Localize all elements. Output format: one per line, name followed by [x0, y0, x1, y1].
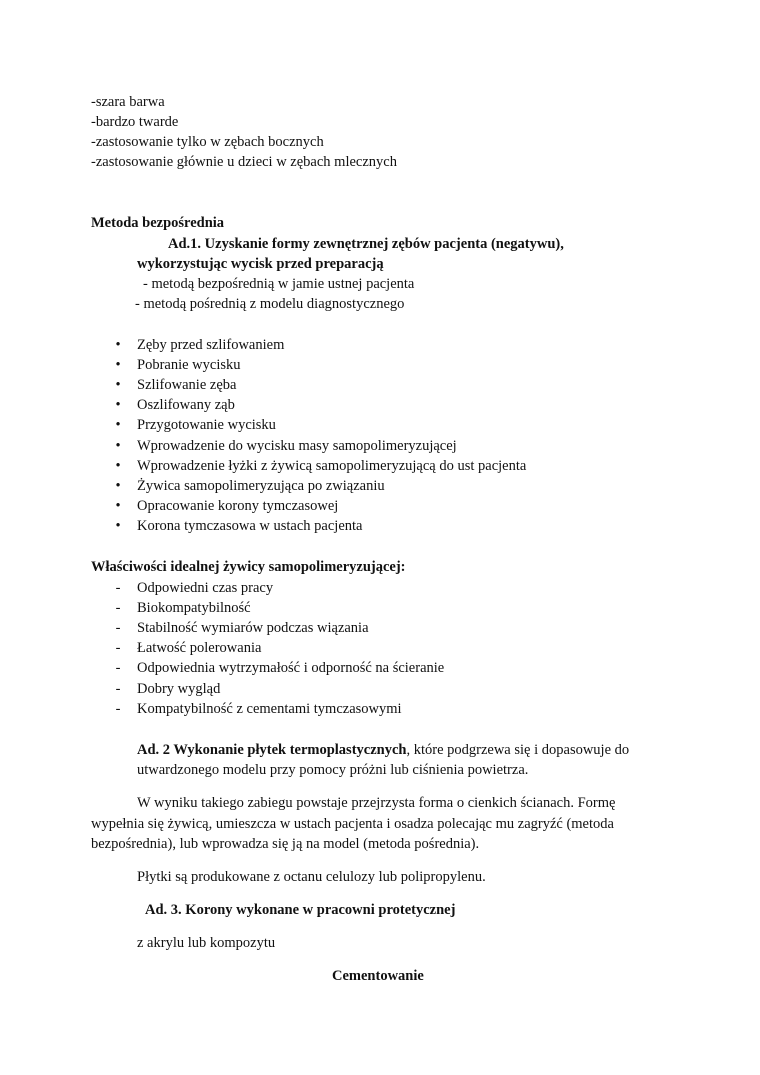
dash-marker: - — [115, 701, 121, 717]
top-list-item: -zastosowanie tylko w zębach bocznych — [91, 134, 324, 150]
paragraph-line: wypełnia się żywicą, umieszcza w ustach pacjenta i osadza polecając mu zagryźć (metoda — [91, 816, 614, 832]
bullet-marker: • — [115, 478, 121, 494]
list-item-text: Biokompatybilność — [137, 600, 251, 616]
list-item-text: Wprowadzenie łyżki z żywicą samopolimeryzującą do ust pacjenta — [137, 458, 527, 474]
ad1-sub-indirect: - metodą pośrednią z modelu diagnostycznego — [135, 296, 405, 312]
paragraph-line: W wyniku takiego zabiegu powstaje przejrzysta forma o cienkich ścianach. Formę — [137, 795, 616, 811]
bullet-marker: • — [115, 458, 121, 474]
top-list-item: -zastosowanie głównie u dzieci w zębach mlecznych — [91, 154, 397, 170]
bullet-marker: • — [115, 357, 121, 373]
ad1-sub-direct: - metodą bezpośrednią w jamie ustnej pacjenta — [143, 276, 415, 292]
bullet-marker: • — [115, 397, 121, 413]
bullet-marker: • — [115, 518, 121, 534]
list-item-text: Wprowadzenie do wycisku masy samopolimeryzującej — [137, 438, 457, 454]
top-list-item: -bardzo twarde — [91, 114, 179, 130]
list-item-text: Pobranie wycisku — [137, 357, 241, 373]
section-heading-cementing: Cementowanie — [332, 968, 424, 984]
list-item-text: Stabilność wymiarów podczas wiązania — [137, 620, 369, 636]
bullet-marker: • — [115, 498, 121, 514]
ad3-text: z akrylu lub kompozytu — [137, 935, 276, 951]
list-item-text: Przygotowanie wycisku — [137, 417, 276, 433]
bullet-marker: • — [115, 377, 121, 393]
dash-marker: - — [115, 660, 121, 676]
list-item-text: Żywica samopolimeryzująca po związaniu — [137, 478, 385, 494]
bullet-marker: • — [115, 337, 121, 353]
ad2-text: , które podgrzewa się i dopasowuje do — [406, 742, 630, 758]
ad2-line2: utwardzonego modelu przy pomocy próżni lub ciśnienia powietrza. — [137, 762, 529, 778]
dash-marker: - — [115, 640, 121, 656]
bullet-marker: • — [115, 417, 121, 433]
section-heading-direct-method: Metoda bezpośrednia — [91, 215, 225, 231]
paragraph-line: bezpośrednia), lub wprowadza się ją na model (metoda pośrednia). — [91, 836, 480, 852]
dash-marker: - — [115, 620, 121, 636]
list-item-text: Kompatybilność z cementami tymczasowymi — [137, 701, 402, 717]
list-item-text: Odpowiedni czas pracy — [137, 580, 274, 596]
list-item-text: Odpowiednia wytrzymałość i odporność na ścieranie — [137, 660, 445, 676]
paragraph-line: Płytki są produkowane z octanu celulozy lub polipropylenu. — [137, 869, 486, 885]
list-item-text: Łatwość polerowania — [137, 640, 262, 656]
top-list-item: -szara barwa — [91, 94, 165, 110]
list-item-text: Zęby przed szlifowaniem — [137, 337, 285, 353]
ad1-heading-line1: Ad.1. Uzyskanie formy zewnętrznej zębów pacjenta (negatywu), — [168, 236, 564, 252]
ad3-heading: Ad. 3. Korony wykonane w pracowni protetycznej — [145, 902, 456, 918]
list-item-text: Oszlifowany ząb — [137, 397, 235, 413]
ad1-heading-line2: wykorzystując wycisk przed preparacją — [137, 256, 384, 272]
ad2-heading: Ad. 2 Wykonanie płytek termoplastycznych — [137, 742, 407, 758]
dash-marker: - — [115, 600, 121, 616]
dash-marker: - — [115, 681, 121, 697]
bullet-marker: • — [115, 438, 121, 454]
list-item-text: Dobry wygląd — [137, 681, 221, 697]
dash-marker: - — [115, 580, 121, 596]
ad2-line1 — [137, 740, 629, 760]
section-heading-properties: Właściwości idealnej żywicy samopolimeryzującej: — [91, 559, 406, 575]
list-item-text: Opracowanie korony tymczasowej — [137, 498, 339, 514]
list-item-text: Szlifowanie zęba — [137, 377, 237, 393]
list-item-text: Korona tymczasowa w ustach pacjenta — [137, 518, 363, 534]
